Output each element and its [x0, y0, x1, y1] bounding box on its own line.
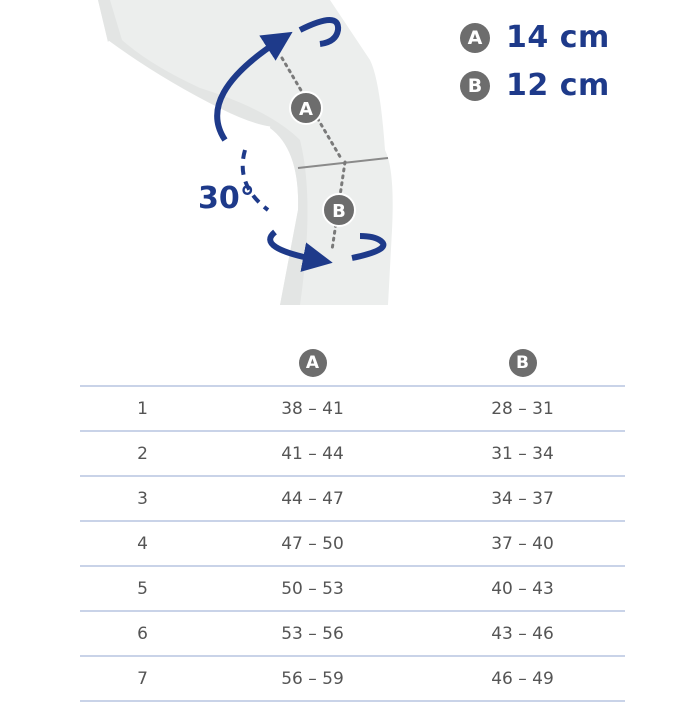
b-range-cell: 31 – 34 [420, 431, 625, 476]
b-range-cell: 43 – 46 [420, 611, 625, 656]
size-cell: 7 [80, 656, 205, 701]
size-cell: 2 [80, 431, 205, 476]
table-row [80, 566, 625, 611]
a-range-cell: 53 – 56 [205, 611, 420, 656]
b-range-cell: 40 – 43 [420, 566, 625, 611]
header-size [80, 340, 205, 386]
svg-text:B: B [332, 201, 346, 222]
point-a-marker [290, 92, 322, 124]
table-row [80, 611, 625, 656]
b-range-cell: 37 – 40 [420, 521, 625, 566]
size-cell: 1 [80, 386, 205, 431]
legend-b-value: 12 cm [506, 68, 610, 103]
svg-text:A: A [299, 99, 313, 120]
header-a [205, 340, 420, 386]
legend-b-marker: B [460, 71, 490, 101]
size-table-header [80, 340, 625, 386]
legend-a [460, 20, 610, 55]
a-range-cell: 44 – 47 [205, 476, 420, 521]
table-row [80, 521, 625, 566]
header-b [420, 340, 625, 386]
b-range-cell: 34 – 37 [420, 476, 625, 521]
a-range-cell: 50 – 53 [205, 566, 420, 611]
a-range-cell: 38 – 41 [205, 386, 420, 431]
b-range-cell: 28 – 31 [420, 386, 625, 431]
size-table [80, 340, 625, 702]
legend-b [460, 68, 610, 103]
point-b-marker [323, 194, 355, 226]
header-a-marker: A [299, 349, 327, 377]
a-range-cell: 56 – 59 [205, 656, 420, 701]
size-cell: 4 [80, 521, 205, 566]
legend-a-value: 14 cm [506, 20, 610, 55]
angle-label: 30° [198, 181, 255, 216]
size-cell: 3 [80, 476, 205, 521]
a-range-cell: 47 – 50 [205, 521, 420, 566]
header-b-marker: B [509, 349, 537, 377]
size-cell: 6 [80, 611, 205, 656]
size-cell: 5 [80, 566, 205, 611]
table-row [80, 476, 625, 521]
legend-a-marker: A [460, 23, 490, 53]
table-row [80, 431, 625, 476]
a-range-cell: 41 – 44 [205, 431, 420, 476]
table-row [80, 386, 625, 431]
table-row [80, 656, 625, 701]
b-range-cell: 46 – 49 [420, 656, 625, 701]
